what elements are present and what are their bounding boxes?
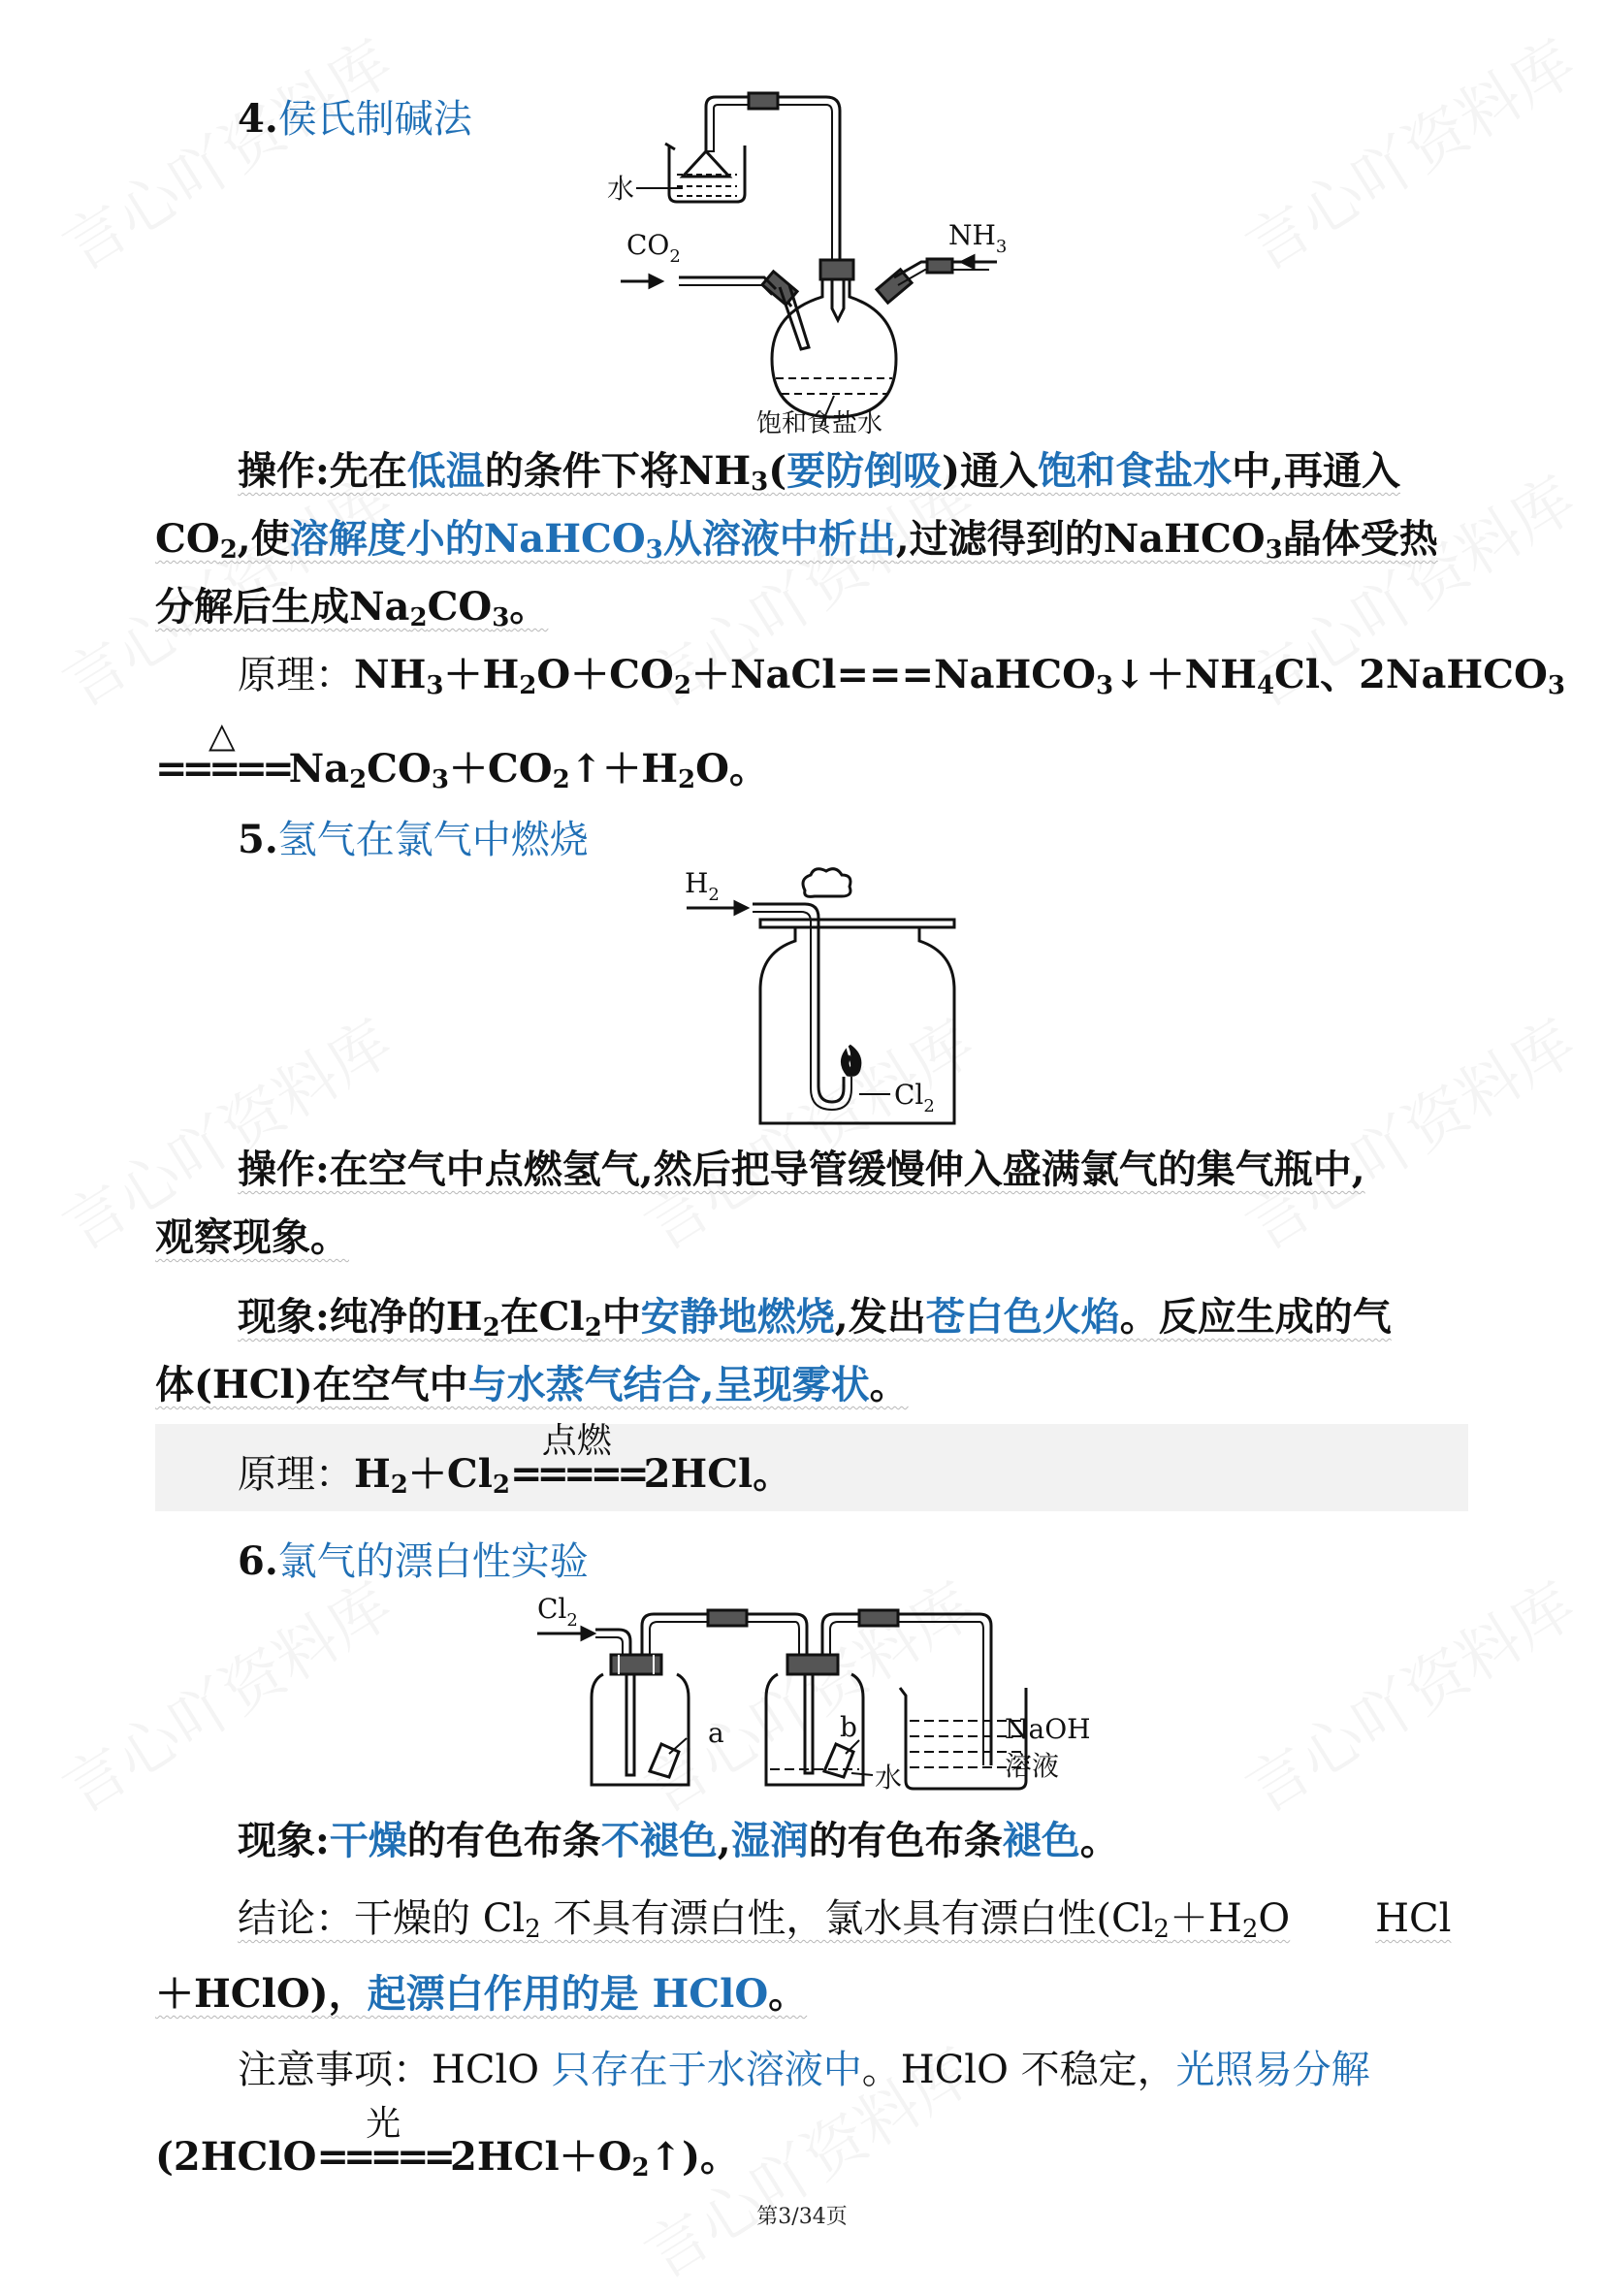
hydrogen-chlorine-combustion-diagram: [679, 863, 989, 1125]
section-5-operation-line-2: 观察现象。: [155, 1214, 349, 1260]
label-h2: $H_2$: [685, 867, 720, 905]
label-co2: $CO_2$: [626, 229, 681, 267]
section-5-heading: 5.氢气在氯气中燃烧: [238, 817, 589, 862]
section-4-heading: 4.侯氏制碱法: [238, 96, 472, 142]
section-6-note-line-2: (2HClO 光 $=====2HCl+O_2↑$)。: [155, 2104, 740, 2183]
section-6-heading: 6.氯气的漂白性实验: [238, 1538, 589, 1584]
label-nh3: $NH_3$: [948, 219, 1008, 257]
label-saturated-brine: 饱和食盐水: [756, 409, 883, 437]
section-5-phenomenon-line-1: 现象:纯净的$H_2$在$Cl_2$中安静地燃烧,发出苍白色火焰。反应生成的气: [238, 1294, 1392, 1342]
section-5-phenomenon-line-2: 体(HCl)在空气中与水蒸气结合,呈现雾状。: [155, 1362, 909, 1407]
label-cl2-inlet: $Cl_2$: [537, 1593, 578, 1631]
chlorine-bleaching-diagram: [533, 1591, 1096, 1804]
label-cloth-a: a: [708, 1717, 724, 1749]
section-4-operation-line-1: 操作:先在低温的条件下将$NH_3$(要防倒吸)通入饱和食盐水中,再通入: [238, 448, 1401, 497]
label-naoh: NaOH: [1005, 1713, 1091, 1745]
section-6-note-line-1: 注意事项：HClO 只存在于水溶液中。HClO 不稳定，光照易分解: [238, 2048, 1370, 2092]
label-cloth-b: b: [840, 1711, 857, 1743]
label-water: 水: [607, 173, 635, 205]
section-6-conclusion-line-1: 结论：干燥的 $Cl_2$ 不具有漂白性，氯水具有漂白性($Cl_2+H_2O$ HCl: [238, 1896, 1452, 1944]
section-5-operation-line-1: 操作:在空气中点燃氢气,然后把导管缓慢伸入盛满氯气的集气瓶中,: [238, 1147, 1365, 1192]
label-cl2: $Cl_2$: [894, 1079, 935, 1116]
section-4-principle-line-2: △ $=====Na_2CO_3+CO_2↑+H_2O$。: [155, 716, 768, 794]
watermark: [1227, 1557, 1589, 1830]
label-solution: 溶液: [1005, 1750, 1060, 1782]
section-4-operation-line-2: $CO_2$,使溶解度小的NaHCO$_3$从溶液中析出,过滤得到的NaHCO$_3$晶体受热: [155, 516, 1438, 565]
section-5-principle: 原理：$H_2+Cl_2$ 点燃 =====2HCl。: [238, 1421, 792, 1500]
watermark: [44, 1557, 406, 1830]
solvay-apparatus-diagram: [601, 87, 1009, 437]
heat-condition: △ =====: [155, 716, 289, 792]
page-number: 第3/34页: [756, 2205, 848, 2229]
light-condition: 光 =====: [316, 2104, 451, 2180]
watermark: [1227, 15, 1589, 288]
section-6-phenomenon: 现象:干燥的有色布条不褪色,湿润的有色布条褪色。: [238, 1818, 1119, 1863]
section-4-principle-line-1: 原理：$NH_3+H_2O+CO_2+NaCl===NaHCO_3↓+NH_4Cl$、2NaHCO$_3$: [238, 652, 1565, 700]
section-4-operation-line-3: 分解后生成$Na_2CO_3$。: [155, 584, 549, 632]
ignite-condition: 点燃 =====: [510, 1421, 644, 1497]
label-water: 水: [875, 1762, 903, 1794]
watermark: [44, 15, 406, 288]
section-6-conclusion-line-2: ＋HClO)，起漂白作用的是 HClO。: [155, 1971, 808, 2017]
